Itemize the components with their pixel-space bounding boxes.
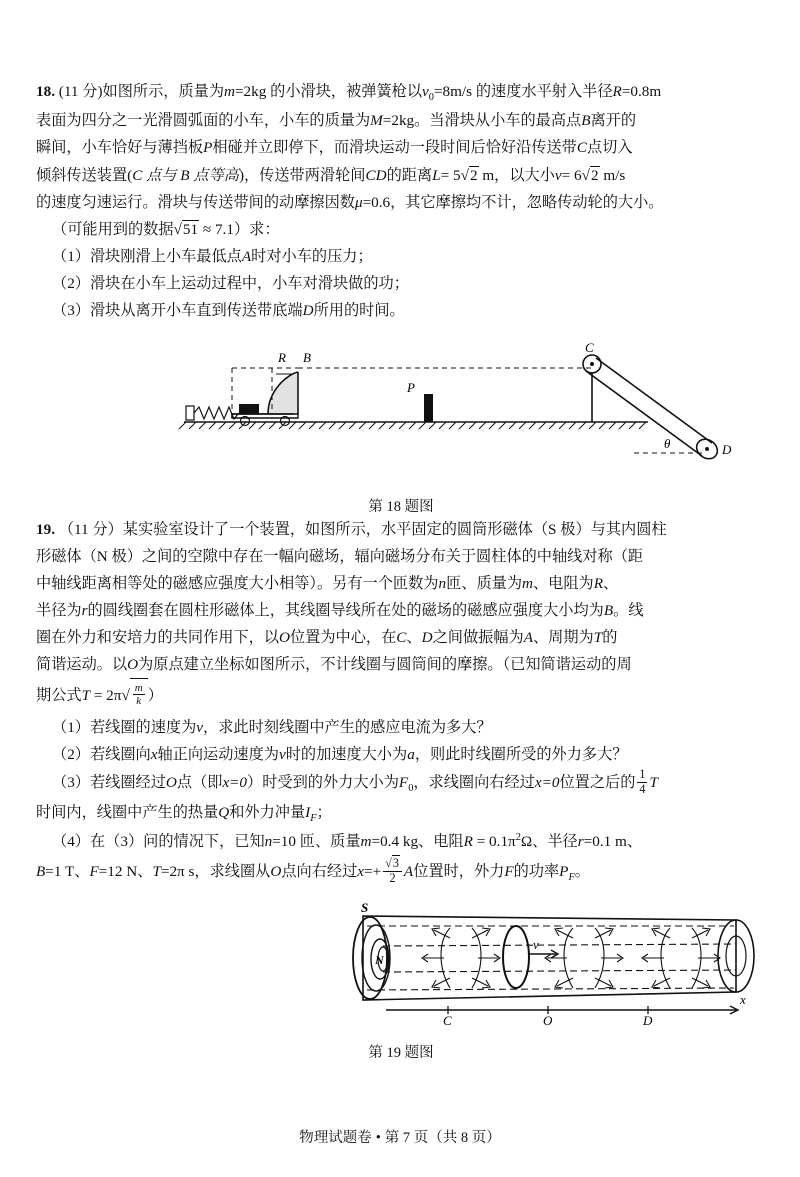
q18-sub1: （1）滑块刚滑上小车最低点: [52, 247, 242, 265]
q18-var-D: D: [302, 301, 314, 319]
q19-text-19: = 2π: [90, 687, 122, 705]
q19-var-C: C: [396, 629, 407, 646]
question-19-body: 19. （11 分）某实验室设计了一个装置，如图所示，水平固定的圆筒形磁体（S 极）与其内圆柱 形磁体（N 极）之间的空隙中存在一幅向磁场，辐向磁场分布关于圆柱体的中轴线对称（距 中轴线距离相等处的磁感应强度大小相等）。另有一个匝数为n匝、质量为m、电阻为R、 半径为r的圆线圈套在圆柱形磁体上，其线圈导线所在处的磁场的磁感应强度大小均为B。线 圈在外力和安培力的共同作用下，以O位置为中心，在C、D之间做振幅为A、周期为T的 简谐运动。以O为原点建立坐标如图所示，不计线圈与圆筒间的摩擦。（已知简谐运动的周 期公式T = 2π√ $\frac{m}{k}$ ） （1）若线圈的速度为v，求此时刻线圈中产生的感应电流为多大？ （2）若线圈向x轴正向运动速度为v时的加速度大小为a，则此时线圈所受的外力多大？ （3）若线圈经过O点（即x=0）时受到的外力大小为$F_0$，求线圈向右经过x=0位置之后的 $\frac{1}{4}$ T 时间内，线圈中产生的热量Q和外力冲量$I_F$； （4）在（3）问的情况下，已知n=10 匝、质量m=0.4 kg、电阻$R = 0.1\pi^2\Omega$、半径r=0.1 m、 B=1 T、F=12 N、T=2π s，求线圈从O点向右经过x=+ $\frac{√3}{2}$ A位置时，外力F的功率$P_F$。: [36, 520, 667, 885]
q19-text-8: 的圆线圈套在圆柱形磁体上，其线圈导线所在处的磁场的磁感应强度大小均为: [87, 601, 604, 619]
q19-sub2d: ，则此时线圈所受的外力多大？: [414, 746, 628, 764]
question-18-body: 18. (11 分)如图所示，质量为m=2kg 的小滑块，被弹簧枪以$v_0=8m/s$ 的速度水平射入半径R=0.8m 表面为四分之一光滑圆弧面的小车，小车的质量为M=2kg。当滑块从小车的最高点B离开的 瞬间，小车恰好与薄挡板P相碰并立即停下，而滑块运动一段时间后恰好沿传送带C点切入 倾斜传送装置(C 点与 B 点等高)，传送带两滑轮间CD的距离L= 5√2 m，以大小v= 6√2 m/s 的速度匀速运行。滑块与传送带间的动摩擦因数μ=0.6，其它摩擦均不计，忽略传动轮的大小。 （可能用到的数据√51 ≈ 7.1）求： （1）滑块刚滑上小车最低点A时对小车的压力； （2）滑块在小车上运动过程中，小车对滑块做的功； （3）滑块从离开小车直到传送带底端D所用的时间。: [36, 83, 664, 319]
q19-sub2b: 轴正向运动速度为: [157, 746, 279, 764]
q19-var-O: O: [279, 629, 290, 646]
q19-sub4e: Ω、半径: [520, 833, 578, 851]
q18-var-B: B: [581, 112, 591, 130]
question-19-score: （11 分）: [58, 520, 123, 538]
q18-sub2: （2）滑块在小车上运动过程中，小车对滑块做的功；: [52, 274, 409, 292]
q19-frac-1: 1: [639, 767, 646, 782]
q19-sub3c: ）时受到的外力大小为: [247, 774, 399, 792]
q19-sub3-l2c: ；: [316, 803, 332, 821]
q18-text-1: 如图所示，质量为: [102, 83, 225, 100]
q19-sub4-m: m: [360, 833, 372, 851]
q19-sub1: （1）若线圈的速度为: [52, 719, 197, 737]
q19-var-T2: T: [81, 687, 91, 705]
q19-var-R: R: [593, 574, 603, 592]
q18-sub1b: 时对小车的压力；: [251, 247, 373, 265]
q18-var-P: P: [203, 139, 213, 157]
q19-text-9: 。线: [613, 601, 644, 619]
q19-sub3-x0: x=0: [222, 774, 248, 792]
q19-frac-4: 4: [639, 781, 646, 796]
q19-sub4-frac-2: 2: [383, 871, 402, 886]
figure-18-drawing: [36, 334, 766, 486]
q19-text-3: 中轴线距离相等处的磁感应强度大小相等）。另有一个匝数为: [36, 574, 439, 592]
q18-text-12: )，传送带两滑轮间: [238, 166, 366, 184]
q18-text-16: = 6: [561, 166, 582, 184]
q19-text-20: ）: [147, 687, 163, 705]
q19-text-11: 位置为中心，在: [289, 629, 397, 646]
q19-sub3-Q: Q: [218, 803, 230, 821]
figure-19-label-v: v: [533, 936, 539, 952]
q19-sub4-l2b: =12 N、: [98, 863, 153, 881]
q19-var-D: D: [421, 629, 433, 646]
q19-sub2-v: v: [278, 746, 286, 764]
q19-var-r: r: [81, 601, 88, 619]
figure-19-label-D: D: [643, 1012, 653, 1026]
q19-text-17: 为原点建立坐标如图所示，不计线圈与圆筒间的摩擦。（已知简谐运动的周: [138, 656, 632, 674]
q18-text-19: =0.6，其它摩擦均不计，忽略传动轮的大小。: [362, 193, 664, 211]
figure-19: [36, 896, 766, 1061]
q18-text-2: =2kg 的小滑块，被弹簧枪以: [234, 83, 423, 100]
q19-sub4-O: O: [270, 863, 282, 881]
q18-sqrt-2a: 2: [469, 166, 478, 184]
q19-sub3: （3）若线圈经过: [52, 774, 166, 792]
figure-18-caption: 第 18 题图: [368, 498, 434, 515]
figure-19-label-C: C: [443, 1012, 452, 1026]
q19-text-13: 之间做振幅为: [432, 629, 524, 646]
q18-text-4: =0.8m: [621, 83, 662, 100]
figure-19-label-x: x: [740, 991, 746, 1007]
q19-sub4-F2: F: [504, 863, 514, 881]
q19-sub3-F0-sub: 0: [408, 783, 414, 795]
q19-sub4f: =0.1 m、: [583, 833, 643, 851]
q19-sub1b: ，求此时刻线圈中产生的感应电流为多大？: [203, 719, 492, 737]
q19-sub3-O: O: [165, 774, 177, 792]
q18-text-5: 表面为四分之一光滑圆弧面的小车，小车的质量为: [36, 112, 371, 130]
q19-text-18: 期公式: [36, 687, 82, 705]
q18-var-v0-sub: 0: [428, 92, 434, 104]
q19-text-7: 半径为: [36, 601, 82, 619]
q19-frac-m: m: [134, 682, 143, 695]
q18-text-9: 相碰并立即停下，而滑块运动一段时间后恰好沿传送带: [212, 139, 577, 157]
q18-var-M: M: [370, 112, 383, 130]
q19-sub4-B: B: [36, 863, 46, 881]
q19-sub4-l2d: 点向右经过: [281, 863, 358, 881]
q19-sub4-l2f: 位置时，外力: [413, 863, 505, 881]
q19-sub3-I-sub: F: [310, 812, 317, 824]
q19-sub4-l2c: =2π s，求线圈从: [160, 863, 271, 881]
q18-var-v: v: [554, 166, 562, 184]
q19-sub3b: 点（即: [176, 774, 223, 792]
q18-cb-note: C 点与 B 点等高: [132, 166, 239, 184]
q19-sub3-l2b: 和外力冲量: [229, 803, 306, 821]
q19-sub4-r: r: [577, 833, 584, 851]
q19-sub2-x: x: [150, 746, 158, 764]
figure-19-drawing: [36, 896, 766, 1026]
figure-19-label-O: O: [543, 1012, 553, 1026]
q19-text-1: 某实验室设计了一个装置，如图所示，水平固定的圆筒形磁体（S 极）与其内圆柱: [122, 520, 667, 538]
q18-var-v0: v: [422, 83, 429, 100]
q19-var-m: m: [522, 574, 533, 592]
q18-var-C: C: [576, 139, 587, 157]
q19-sub3-x0b: x=0: [534, 774, 560, 792]
figure-18-label-P: P: [407, 379, 415, 395]
q18-sub3b: 所用的时间。: [313, 301, 405, 319]
figure-19-caption: 第 19 题图: [368, 1044, 434, 1061]
footer-page: 第 7 页（共 8 页）: [384, 1130, 501, 1146]
q19-sub3d: ，求线圈向右经过: [413, 774, 535, 792]
q18-text-10: 点切入: [586, 139, 633, 157]
q18-text-17: m/s: [599, 166, 626, 184]
q19-sub4-F: F: [89, 863, 99, 881]
q19-text-2: 形磁体（N 极）之间的空隙中存在一幅向磁场，辐向磁场分布关于圆柱体的中轴线对称（距: [36, 547, 644, 565]
question-18-score: (11 分): [58, 83, 103, 100]
q18-text-7: 离开的: [590, 112, 637, 130]
question-18: [36, 78, 766, 515]
question-19: [36, 516, 766, 1061]
q19-sub4-P: P: [559, 863, 569, 881]
q19-text-5: 、电阻为: [532, 574, 594, 592]
q19-sub4-l2: =1 T、: [45, 863, 90, 881]
question-19-number: 19.: [36, 520, 55, 538]
q19-sub1-v: v: [196, 719, 204, 737]
figure-18-label-theta: θ: [664, 435, 671, 451]
q19-sub3e: 位置之后的: [559, 774, 636, 792]
q19-sub4-R: R: [463, 833, 473, 851]
q19-var-O2: O: [127, 656, 139, 674]
q19-sub4-n: n: [264, 833, 273, 851]
q18-text-15: m，以大小: [478, 166, 555, 184]
q19-text-6: 、: [603, 574, 619, 592]
q19-text-10: 圈在外力和安培力的共同作用下，以: [36, 629, 279, 646]
footer-separator: •: [375, 1130, 381, 1146]
q18-text-14: = 5: [440, 166, 461, 184]
page-footer: [0, 1126, 800, 1147]
q19-sub2-a: a: [407, 746, 415, 764]
q19-sub3-l2: 时间内，线圈中产生的热量: [36, 803, 219, 821]
q18-var-m: m: [224, 83, 235, 100]
q19-text-12: 、: [406, 629, 422, 646]
q19-var-B: B: [603, 601, 614, 619]
q18-var-A: A: [241, 247, 252, 265]
q19-sub4-sup: 2: [515, 832, 521, 844]
q19-sub4-l2e: =+: [364, 863, 382, 881]
question-18-number: 18.: [36, 83, 55, 100]
q19-sub4-x: x: [357, 863, 365, 881]
q19-sub4-l2g: 的功率: [513, 863, 560, 881]
q19-sub4-P-sub: F: [568, 872, 575, 884]
q19-sub3-F0: F: [398, 774, 409, 792]
figure-18-label-D: D: [722, 441, 732, 457]
q18-sqrt-2b: 2: [590, 166, 599, 184]
q18-text-11: 倾斜传送装置(: [36, 166, 133, 184]
figure-18-label-C: C: [585, 339, 594, 355]
q19-var-T: T: [593, 629, 603, 646]
figure-18-label-R: R: [278, 349, 286, 365]
q19-text-14: 、周期为: [532, 629, 594, 646]
q18-text-20: （可能用到的数据: [52, 220, 174, 238]
q18-var-L: L: [432, 166, 441, 184]
q19-sub4-T: T: [152, 863, 161, 881]
q19-text-4: 匝、质量为: [446, 574, 522, 592]
figure-18-label-B: B: [303, 349, 311, 365]
q18-text-21: ≈ 7.1）求：: [199, 220, 280, 238]
page-content: [36, 78, 766, 1061]
q18-text-8: 瞬间，小车恰好与薄挡板: [36, 139, 204, 157]
figure-19-label-N: N: [375, 952, 384, 967]
q19-sub4-sqrt3: 3: [392, 856, 399, 871]
q19-sub4: （4）在（3）问的情况下，已知: [52, 833, 265, 851]
figure-19-label-S: S: [361, 899, 369, 915]
q18-sub3: （3）滑块从离开小车直到传送带底端: [52, 301, 303, 319]
q18-text-3: =8m/s 的速度水平射入半径: [433, 83, 613, 100]
q19-frac-k: k: [133, 694, 145, 707]
figure-18: [36, 334, 766, 515]
q19-sub4d: = 0.1π: [472, 833, 516, 851]
q19-sub2c: 时的加速度大小为: [285, 746, 408, 764]
q18-sqrt-51: 51: [182, 220, 199, 238]
q18-text-6: =2kg。当滑块从小车的最高点: [382, 112, 582, 130]
q19-sub3-T: T: [649, 774, 658, 792]
q19-sub4-l2h: 。: [574, 863, 590, 881]
q19-sub4c: =0.4 kg、电阻: [371, 833, 464, 851]
q18-var-mu: μ: [354, 193, 363, 211]
q18-text-13: 的距离: [386, 166, 433, 184]
q19-sub2: （2）若线圈向: [52, 746, 151, 764]
q18-var-R: R: [612, 83, 622, 100]
q19-sub4-A: A: [403, 863, 414, 881]
q19-var-A: A: [523, 629, 533, 646]
q19-sub3-I: I: [305, 803, 311, 821]
q18-var-CD: CD: [365, 166, 387, 184]
q19-text-16: 简谐运动。以: [36, 656, 128, 674]
footer-subject: 物理试题卷: [299, 1130, 372, 1146]
q19-text-15: 的: [602, 629, 618, 646]
q19-sub4b: =10 匝、质量: [272, 833, 361, 851]
q19-var-n: n: [438, 574, 447, 592]
q18-text-18: 的速度匀速运行。滑块与传送带间的动摩擦因数: [36, 193, 355, 211]
